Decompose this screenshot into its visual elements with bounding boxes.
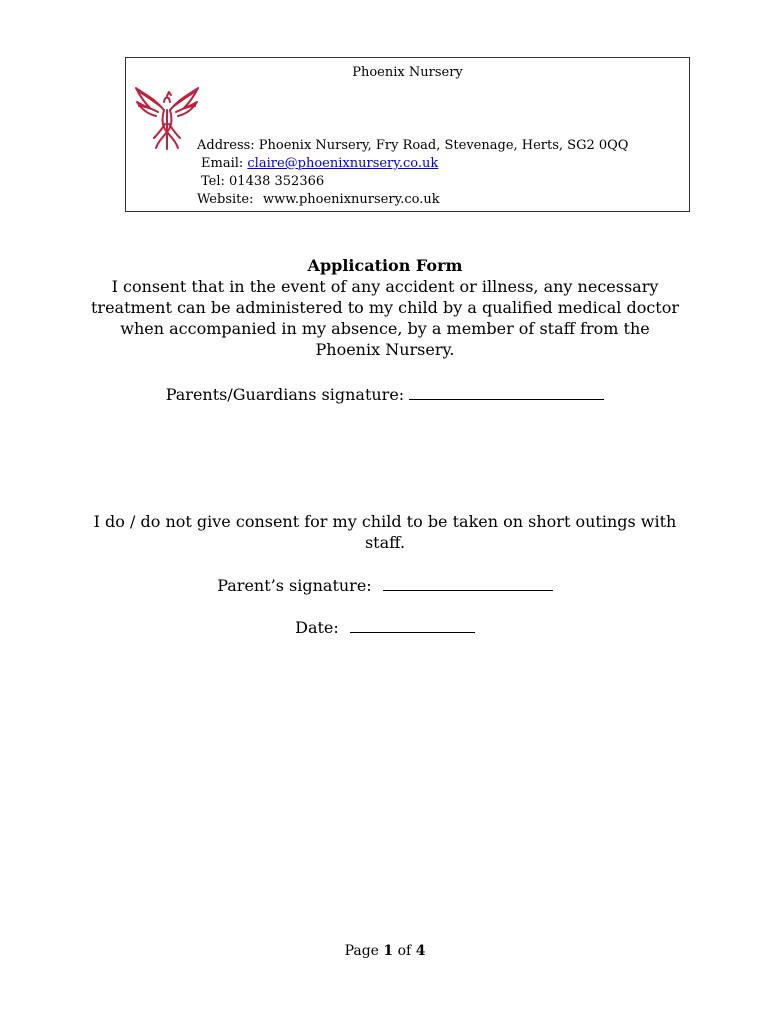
page-number [0, 943, 770, 959]
consent-text-line: Phoenix Nursery. [315, 340, 455, 359]
page-total: 4 [415, 943, 426, 959]
website-line [197, 191, 628, 209]
page-word: Page [344, 943, 379, 959]
website-label: Website: [197, 192, 254, 207]
date-row [0, 617, 770, 638]
website-url: www.phoenixnursery.co.uk [263, 192, 440, 207]
consent-text-line: when accompanied in my absence, by a member of staff from the [120, 319, 650, 338]
outing-text-line: I do / do not give consent for my child to be taken on short outings with [93, 512, 677, 531]
consent-text-line: treatment can be administered to my child by a qualified medical doctor [90, 298, 679, 317]
letterhead-box [125, 57, 690, 212]
form-title: Application Form [307, 256, 463, 275]
contact-details [197, 137, 628, 209]
date-label: Date: [295, 618, 339, 637]
email-label: Email: [201, 156, 248, 171]
consent-section [0, 255, 770, 360]
consent-text-line: I consent that in the event of any accident or illness, any necessary [111, 277, 659, 296]
parent-signature-field[interactable] [383, 576, 553, 591]
of-word: of [397, 943, 412, 959]
nursery-name: Phoenix Nursery [352, 65, 463, 80]
guardian-signature-label: Parents/Guardians signature: [165, 385, 405, 404]
date-field[interactable] [350, 618, 475, 633]
email-link[interactable]: claire@phoenixnursery.co.uk [247, 156, 439, 171]
email-line [197, 155, 628, 173]
parent-signature-label: Parent’s signature: [217, 576, 372, 595]
tel-line: Tel: 01438 352366 [201, 174, 325, 189]
outing-text-line: staff. [364, 533, 406, 552]
phoenix-bird-logo [134, 80, 200, 150]
parent-signature-row [0, 575, 770, 596]
page-current: 1 [383, 943, 394, 959]
guardian-signature-row [0, 384, 770, 405]
outing-consent-section [0, 511, 770, 553]
address-line: Address: Phoenix Nursery, Fry Road, Stevenage, Herts, SG2 0QQ [197, 138, 629, 153]
guardian-signature-field[interactable] [409, 385, 604, 400]
